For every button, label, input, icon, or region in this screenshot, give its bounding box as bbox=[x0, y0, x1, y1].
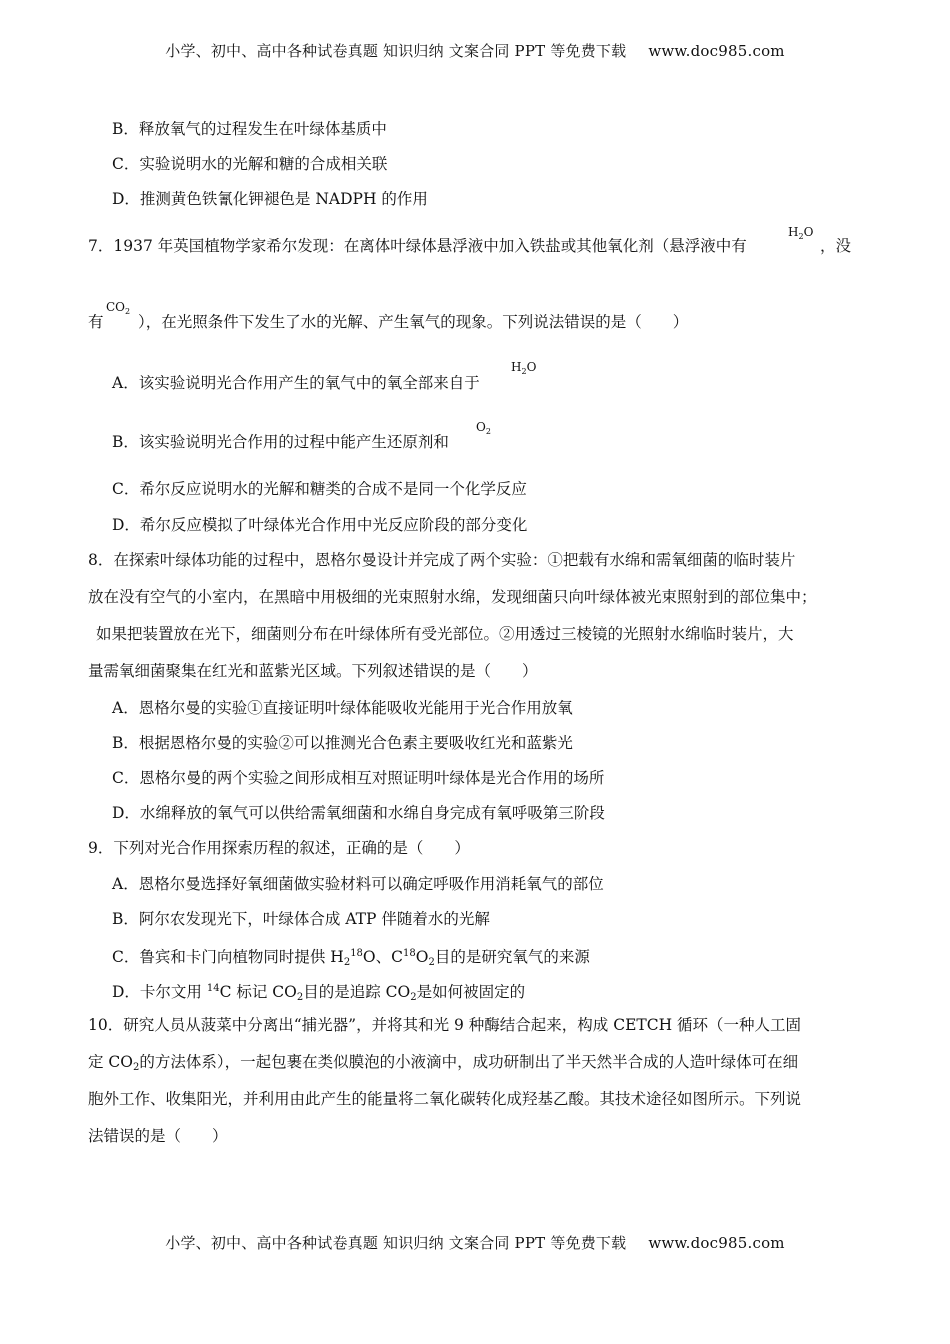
q6-option-c: C．实验说明水的光解和糖的合成相关联 bbox=[112, 155, 388, 173]
q8-stem-line3: 如果把装置放在光下，细菌则分布在叶绿体所有受光部位。②用透过三棱镜的光照射水绵临时装片，大 bbox=[96, 625, 794, 643]
q7-stem-line1 bbox=[88, 236, 747, 256]
q10-stem-line3: 胞外工作、收集阳光，并利用由此产生的能量将二氧化碳转化成羟基乙酸。其技术途径如图所示。下列说 bbox=[88, 1090, 802, 1108]
q8-option-c: C．恩格尔曼的两个实验之间形成相互对照证明叶绿体是光合作用的场所 bbox=[112, 769, 605, 787]
q8-stem-line4: 量需氧细菌聚集在红光和蓝紫光区域。下列叙述错误的是（ ） bbox=[88, 662, 538, 680]
q8-option-b: B．根据恩格尔曼的实验②可以推测光合色素主要吸收红光和蓝紫光 bbox=[112, 734, 573, 752]
q6-option-b: B．释放氧气的过程发生在叶绿体基质中 bbox=[112, 120, 387, 138]
q7-option-a-formula: $H_2O$ bbox=[511, 360, 537, 376]
q8-option-d: D．水绵释放的氧气可以供给需氧细菌和水绵自身完成有氧呼吸第三阶段 bbox=[112, 804, 605, 822]
q7-option-b: B．该实验说明光合作用的过程中能产生还原剂和 bbox=[112, 433, 449, 451]
header-site-link[interactable]: www.doc985.com bbox=[648, 42, 785, 60]
footer-site-link[interactable]: www.doc985.com bbox=[648, 1234, 785, 1252]
q7-formula-co2: $CO_2$ bbox=[106, 300, 131, 316]
header-text: 小学、初中、高中各种试卷真题 知识归纳 文案合同 PPT 等免费下载 bbox=[165, 42, 627, 60]
q9-option-a: A．恩格尔曼选择好氧细菌做实验材料可以确定呼吸作用消耗氧气的部位 bbox=[112, 875, 604, 893]
q7-option-d: D．希尔反应模拟了叶绿体光合作用中光反应阶段的部分变化 bbox=[112, 516, 528, 534]
q7-stem-text1: 7．1937 年英国植物学家希尔发现：在离体叶绿体悬浮液中加入铁盐或其他氧化剂（悬浮液中有 bbox=[88, 237, 747, 255]
q7-option-a: A．该实验说明光合作用产生的氧气中的氧全部来自于 bbox=[112, 374, 480, 392]
q9-option-b: B．阿尔农发现光下，叶绿体合成 ATP 伴随着水的光解 bbox=[112, 910, 490, 928]
q7-stem-line1-end: ，没 bbox=[820, 237, 852, 255]
q8-option-a: A．恩格尔曼的实验①直接证明叶绿体能吸收光能用于光合作用放氧 bbox=[112, 699, 573, 717]
q8-stem-line2: 放在没有空气的小室内，在黑暗中用极细的光束照射水绵，发现细菌只向叶绿体被光束照射到的部位集中； bbox=[88, 588, 817, 606]
page-header bbox=[0, 40, 950, 61]
page-footer bbox=[0, 1232, 950, 1253]
q9-option-c: C．鲁宾和卡门向植物同时提供 $H2^{18}O$、$C^{18}O2$目的是研究氧气的来源 bbox=[112, 948, 590, 968]
q7-formula-h2o: $H_2O$ bbox=[788, 225, 814, 241]
q9-option-d: D．卡尔文用 $^{14}$C 标记 CO2目的是追踪 CO2是如何被固定的 bbox=[112, 983, 526, 1003]
q9-stem: 9．下列对光合作用探索历程的叙述，正确的是（ ） bbox=[88, 839, 470, 857]
q8-stem-line1: 8．在探索叶绿体功能的过程中，恩格尔曼设计并完成了两个实验：①把载有水绵和需氧细菌的临时装片 bbox=[88, 551, 796, 569]
q7-option-b-formula: $O_2$ bbox=[476, 420, 491, 436]
footer-text: 小学、初中、高中各种试卷真题 知识归纳 文案合同 PPT 等免费下载 bbox=[165, 1234, 627, 1252]
q10-stem-line1: 10．研究人员从菠菜中分离出“捕光器”，并将其和光 9 种酶结合起来，构成 CETCH 循环（一种人工固 bbox=[88, 1016, 802, 1034]
q7-option-c: C．希尔反应说明水的光解和糖类的合成不是同一个化学反应 bbox=[112, 480, 527, 498]
q10-stem-line2: 定 CO2的方法体系），一起包裹在类似膜泡的小液滴中，成功研制出了半天然半合成的人造叶绿体可在细 bbox=[88, 1053, 799, 1073]
q7-stem-line2: ），在光照条件下发生了水的光解、产生氧气的现象。下列说法错误的是（ ） bbox=[138, 313, 689, 331]
q7-stem-line2-start: 有 bbox=[88, 313, 104, 331]
q6-option-d: D．推测黄色铁氰化钾褪色是 NADPH 的作用 bbox=[112, 190, 428, 208]
q10-stem-line4: 法错误的是（ ） bbox=[88, 1127, 228, 1145]
